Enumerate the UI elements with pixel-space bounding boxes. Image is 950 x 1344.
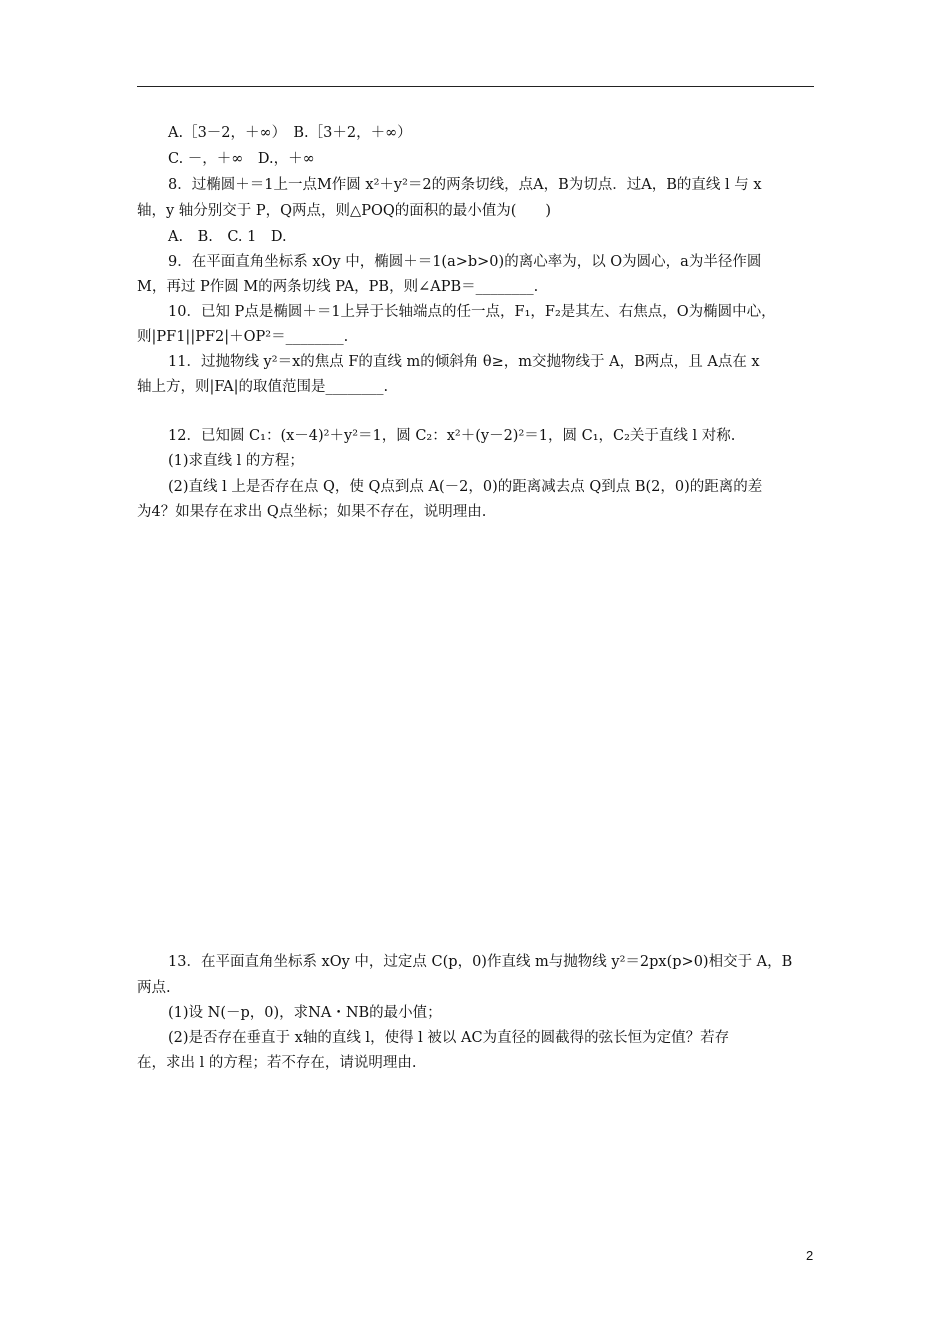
q12-text: 12．已知圆 C₁：(x－4)²＋y²＝1，圆 C₂：x²＋(y－2)²＝1，圆 C₁，C₂关于直线 l 对称. — [168, 428, 736, 444]
q13-part2-line1: (2)是否存在垂直于 x轴的直线 l，使得 l 被以 AC为直径的圆截得的弦长恒为定值？若存 — [168, 1030, 730, 1046]
q13-text-line1: 13．在平面直角坐标系 xOy 中，过定点 C(p，0)作直线 m与抛物线 y²＝2px(p>0)相交于 A，B — [168, 954, 793, 970]
header-rule — [137, 86, 814, 87]
q8-text-line1: 8．过椭圆＋＝1上一点M作圆 x²＋y²＝2的两条切线，点A，B为切点．过A，B的直线 l 与 x — [168, 177, 762, 193]
q8-text-line2: 轴，y 轴分别交于 P，Q两点，则△POQ的面积的最小值为( ) — [137, 203, 552, 219]
page-number: 2 — [806, 1248, 814, 1263]
q11-text-line2: 轴上方，则|FA|的取值范围是________. — [137, 379, 389, 395]
q10-text-line1: 10．已知 P点是椭圆＋＝1上异于长轴端点的任一点，F₁，F₂是其左、右焦点，O为椭圆中心， — [168, 304, 776, 320]
q7-options-ab: A.［3－2，＋∞） B.［3＋2，＋∞） — [168, 125, 412, 141]
q8-options: A. B. C. 1 D. — [168, 229, 287, 245]
q13-text-line2: 两点. — [137, 980, 171, 996]
q7-options-cd: C. －，＋∞ D.，＋∞ — [168, 151, 315, 167]
q10-text-line2: 则|PF1||PF2|＋OP²＝________. — [137, 329, 349, 345]
q12-part2-line2: 为4？如果存在求出 Q点坐标；如果不存在，说明理由. — [137, 504, 487, 520]
q9-text-line1: 9．在平面直角坐标系 xOy 中，椭圆＋＝1(a>b>0)的离心率为，以 O为圆心，a为半径作圆 — [168, 254, 762, 270]
q9-text-line2: M，再过 P作圆 M的两条切线 PA，PB，则∠APB＝________. — [137, 279, 539, 295]
q13-part2-line2: 在，求出 l 的方程；若不存在，请说明理由. — [137, 1055, 417, 1071]
q11-text-line1: 11．过抛物线 y²＝x的焦点 F的直线 m的倾斜角 θ≥，m交抛物线于 A，B两点，且 A点在 x — [168, 354, 760, 370]
q12-part1: (1)求直线 l 的方程； — [168, 453, 304, 469]
q12-part2-line1: (2)直线 l 上是否存在点 Q，使 Q点到点 A(－2，0)的距离减去点 Q到点 B(2，0)的距离的差 — [168, 479, 763, 495]
q13-part1: (1)设 N(－p，0)，求NA・NB的最小值； — [168, 1005, 442, 1021]
